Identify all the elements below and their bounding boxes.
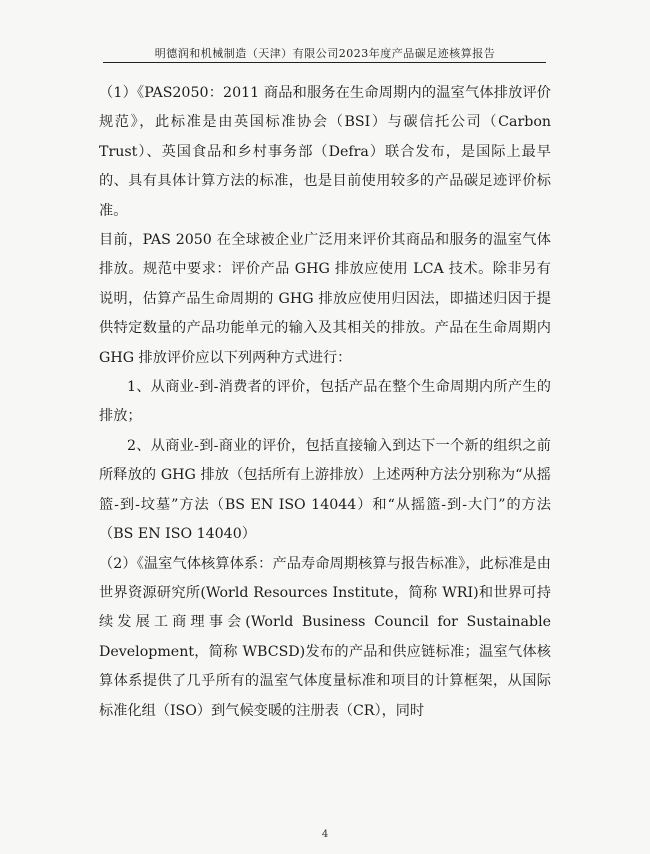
page-number: 4 bbox=[321, 829, 329, 840]
paragraph-b2b-evaluation: 2、从商业-到-商业的评价，包括直接输入到达下一个新的组织之前所释放的 GHG 排放（包括所有上游排放）上述两种方法分别称为“从摇篮-到-坟墓”方法（BS EN ISO 14044）和“从摇篮-到-大门”的方法（BS EN ISO 14040） bbox=[99, 437, 551, 543]
header-divider bbox=[103, 62, 546, 63]
paragraph-ghg-protocol: （2）《温室气体核算体系：产品寿命周期核算与报告标准》，此标准是由世界资源研究所(World Resources Institute，简称 WRI)和世界可持续发展工商理事会(World Business Council for Sustainable Development，简称 WBCSD)发布的产品和供应链标准；温室气体核算体系提供了几乎所有的温室气体度量标准和项目的计算框架，从国际标准化组（ISO）到气候变暖的注册表（CR），同时 bbox=[99, 555, 551, 719]
body-text bbox=[99, 79, 551, 726]
paragraph-b2c-evaluation: 1、从商业-到-消费者的评价，包括产品在整个生命周期内所产生的排放； bbox=[99, 379, 551, 425]
paragraph-pas2050-usage: 目前，PAS 2050 在全球被企业广泛用来评价其商品和服务的温室气体排放。规范中要求：评价产品 GHG 排放应使用 LCA 技术。除非另有说明，估算产品生命周期的 GHG 排放应使用归因法，即描述归因于提供特定数量的产品功能单元的输入及其相关的排放。产品在生命周期内 GHG 排放评价应以下列两种方式进行： bbox=[99, 232, 551, 366]
page-header: 明德润和机械制造（天津）有限公司2023年度产品碳足迹核算报告 bbox=[154, 47, 496, 60]
paragraph-pas2050-intro: （1）《PAS2050：2011 商品和服务在生命周期内的温室气体排放评价规范》，此标准是由英国标准协会（BSI）与碳信托公司（Carbon Trust）、英国食品和乡村事务部（Defra）联合发布，是国际上最早的、具有具体计算方法的标准，也是目前使用较多的产品碳足迹评价标准。 bbox=[99, 85, 551, 219]
